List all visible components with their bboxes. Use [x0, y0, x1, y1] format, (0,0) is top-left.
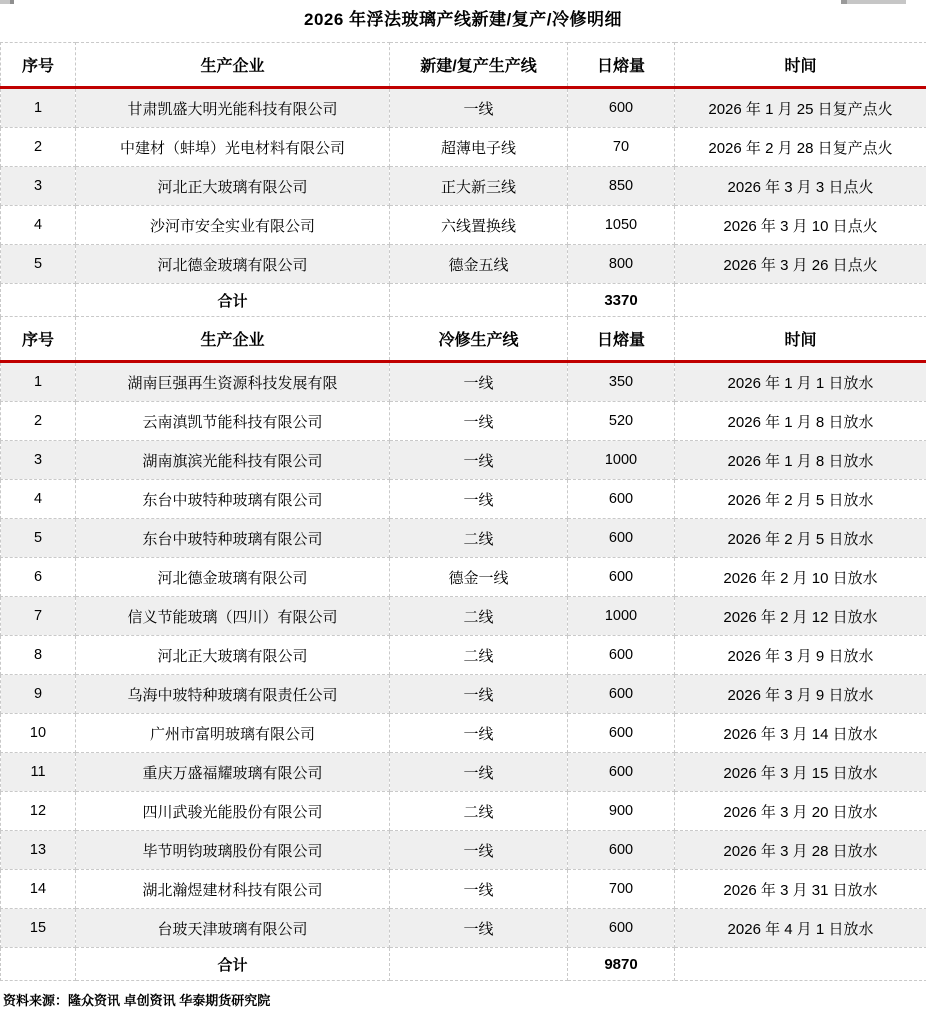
line-cell: 德金五线 — [390, 245, 568, 284]
time-cell: 2026 年 4 月 1 日放水 — [675, 909, 926, 948]
table-row — [1, 128, 926, 167]
table-row — [1, 636, 926, 675]
line-cell: 六线置换线 — [390, 206, 568, 245]
time-cell: 2026 年 2 月 5 日放水 — [675, 480, 926, 519]
time-cell: 2026 年 3 月 15 日放水 — [675, 753, 926, 792]
time-cell: 2026 年 2 月 12 日放水 — [675, 597, 926, 636]
company-cell: 四川武骏光能股份有限公司 — [76, 792, 390, 831]
seq-cell: 9 — [1, 675, 76, 714]
total-row — [1, 948, 926, 981]
table-row — [1, 870, 926, 909]
time-cell: 2026 年 1 月 8 日放水 — [675, 441, 926, 480]
table-row — [1, 362, 926, 402]
seq-cell: 7 — [1, 597, 76, 636]
table-row — [1, 792, 926, 831]
time-cell: 2026 年 2 月 5 日放水 — [675, 519, 926, 558]
company-cell: 湖南旗滨光能科技有限公司 — [76, 441, 390, 480]
line-cell: 一线 — [390, 402, 568, 441]
company-cell: 河北正大玻璃有限公司 — [76, 167, 390, 206]
capacity-cell: 350 — [568, 362, 675, 402]
capacity-cell: 600 — [568, 753, 675, 792]
company-cell: 河北正大玻璃有限公司 — [76, 636, 390, 675]
table-row — [1, 245, 926, 284]
total-label-cell: 合计 — [76, 948, 390, 981]
header-cell: 新建/复产生产线 — [390, 43, 568, 88]
capacity-cell: 1000 — [568, 597, 675, 636]
capacity-cell: 800 — [568, 245, 675, 284]
line-cell: 一线 — [390, 480, 568, 519]
capacity-cell: 1000 — [568, 441, 675, 480]
total-value-cell: 9870 — [568, 948, 675, 981]
line-cell: 正大新三线 — [390, 167, 568, 206]
seq-cell: 5 — [1, 245, 76, 284]
empty-cell — [675, 948, 926, 981]
table-row — [1, 753, 926, 792]
header-cell: 生产企业 — [76, 43, 390, 88]
time-cell: 2026 年 3 月 9 日放水 — [675, 636, 926, 675]
time-cell: 2026 年 3 月 9 日放水 — [675, 675, 926, 714]
header-row — [1, 43, 926, 88]
total-label-cell: 合计 — [76, 284, 390, 317]
header-cell: 时间 — [675, 317, 926, 362]
seq-cell: 12 — [1, 792, 76, 831]
header-cell: 生产企业 — [76, 317, 390, 362]
scrollbar-artifact-left — [0, 0, 14, 4]
company-cell: 东台中玻特种玻璃有限公司 — [76, 519, 390, 558]
table-row — [1, 909, 926, 948]
header-cell: 冷修生产线 — [390, 317, 568, 362]
line-cell: 二线 — [390, 597, 568, 636]
time-cell: 2026 年 2 月 10 日放水 — [675, 558, 926, 597]
company-cell: 东台中玻特种玻璃有限公司 — [76, 480, 390, 519]
table-row — [1, 480, 926, 519]
company-cell: 湖南巨强再生资源科技发展有限 — [76, 362, 390, 402]
empty-cell — [390, 284, 568, 317]
time-cell: 2026 年 1 月 1 日放水 — [675, 362, 926, 402]
total-value-cell: 3370 — [568, 284, 675, 317]
company-cell: 河北德金玻璃有限公司 — [76, 245, 390, 284]
time-cell: 2026 年 3 月 20 日放水 — [675, 792, 926, 831]
company-cell: 广州市富明玻璃有限公司 — [76, 714, 390, 753]
table-row — [1, 167, 926, 206]
capacity-cell: 900 — [568, 792, 675, 831]
line-cell: 二线 — [390, 636, 568, 675]
table-row — [1, 675, 926, 714]
total-row — [1, 284, 926, 317]
table-row — [1, 206, 926, 245]
line-cell: 一线 — [390, 714, 568, 753]
seq-cell: 15 — [1, 909, 76, 948]
seq-cell: 11 — [1, 753, 76, 792]
seq-cell: 10 — [1, 714, 76, 753]
line-cell: 一线 — [390, 753, 568, 792]
line-cell: 一线 — [390, 831, 568, 870]
capacity-cell: 600 — [568, 88, 675, 128]
time-cell: 2026 年 3 月 26 日点火 — [675, 245, 926, 284]
capacity-cell: 700 — [568, 870, 675, 909]
header-cell: 序号 — [1, 43, 76, 88]
company-cell: 乌海中玻特种玻璃有限责任公司 — [76, 675, 390, 714]
empty-cell — [675, 284, 926, 317]
seq-cell: 1 — [1, 88, 76, 128]
seq-cell: 4 — [1, 206, 76, 245]
scrollbar-artifact-right — [841, 0, 906, 4]
time-cell: 2026 年 3 月 31 日放水 — [675, 870, 926, 909]
seq-cell: 5 — [1, 519, 76, 558]
company-cell: 台玻天津玻璃有限公司 — [76, 909, 390, 948]
header-row — [1, 317, 926, 362]
line-cell: 一线 — [390, 362, 568, 402]
company-cell: 云南滇凯节能科技有限公司 — [76, 402, 390, 441]
seq-cell: 2 — [1, 402, 76, 441]
seq-cell: 3 — [1, 167, 76, 206]
capacity-cell: 600 — [568, 636, 675, 675]
table-row — [1, 402, 926, 441]
time-cell: 2026 年 3 月 14 日放水 — [675, 714, 926, 753]
time-cell: 2026 年 3 月 10 日点火 — [675, 206, 926, 245]
company-cell: 重庆万盛福耀玻璃有限公司 — [76, 753, 390, 792]
capacity-cell: 600 — [568, 558, 675, 597]
seq-cell: 14 — [1, 870, 76, 909]
company-cell: 毕节明钧玻璃股份有限公司 — [76, 831, 390, 870]
seq-cell: 2 — [1, 128, 76, 167]
table-row — [1, 597, 926, 636]
capacity-cell: 600 — [568, 831, 675, 870]
table-row — [1, 88, 926, 128]
company-cell: 信义节能玻璃（四川）有限公司 — [76, 597, 390, 636]
time-cell: 2026 年 3 月 3 日点火 — [675, 167, 926, 206]
company-cell: 甘肃凯盛大明光能科技有限公司 — [76, 88, 390, 128]
capacity-cell: 70 — [568, 128, 675, 167]
company-cell: 中建材（蚌埠）光电材料有限公司 — [76, 128, 390, 167]
glass-production-lines-table — [0, 42, 926, 981]
empty-cell — [1, 284, 76, 317]
time-cell: 2026 年 2 月 28 日复产点火 — [675, 128, 926, 167]
seq-cell: 1 — [1, 362, 76, 402]
line-cell: 二线 — [390, 792, 568, 831]
capacity-cell: 520 — [568, 402, 675, 441]
seq-cell: 8 — [1, 636, 76, 675]
capacity-cell: 600 — [568, 675, 675, 714]
capacity-cell: 1050 — [568, 206, 675, 245]
line-cell: 德金一线 — [390, 558, 568, 597]
capacity-cell: 600 — [568, 480, 675, 519]
line-cell: 一线 — [390, 441, 568, 480]
empty-cell — [390, 948, 568, 981]
seq-cell: 4 — [1, 480, 76, 519]
line-cell: 超薄电子线 — [390, 128, 568, 167]
header-cell: 日熔量 — [568, 43, 675, 88]
table-row — [1, 519, 926, 558]
company-cell: 沙河市安全实业有限公司 — [76, 206, 390, 245]
capacity-cell: 850 — [568, 167, 675, 206]
header-cell: 日熔量 — [568, 317, 675, 362]
line-cell: 一线 — [390, 88, 568, 128]
company-cell: 河北德金玻璃有限公司 — [76, 558, 390, 597]
capacity-cell: 600 — [568, 714, 675, 753]
table-row — [1, 441, 926, 480]
seq-cell: 3 — [1, 441, 76, 480]
line-cell: 一线 — [390, 870, 568, 909]
time-cell: 2026 年 1 月 25 日复产点火 — [675, 88, 926, 128]
company-cell: 湖北瀚煜建材科技有限公司 — [76, 870, 390, 909]
page-title: 2026 年浮法玻璃产线新建/复产/冷修明细 — [304, 10, 622, 29]
line-cell: 一线 — [390, 675, 568, 714]
capacity-cell: 600 — [568, 519, 675, 558]
header-cell: 序号 — [1, 317, 76, 362]
header-cell: 时间 — [675, 43, 926, 88]
line-cell: 二线 — [390, 519, 568, 558]
time-cell: 2026 年 3 月 28 日放水 — [675, 831, 926, 870]
source-note: 资料来源：隆众资讯 卓创资讯 华泰期货研究院 — [3, 993, 271, 1008]
seq-cell: 6 — [1, 558, 76, 597]
empty-cell — [1, 948, 76, 981]
line-cell: 一线 — [390, 909, 568, 948]
capacity-cell: 600 — [568, 909, 675, 948]
table-row — [1, 558, 926, 597]
glass-table-body — [1, 43, 926, 981]
seq-cell: 13 — [1, 831, 76, 870]
time-cell: 2026 年 1 月 8 日放水 — [675, 402, 926, 441]
table-row — [1, 831, 926, 870]
table-row — [1, 714, 926, 753]
